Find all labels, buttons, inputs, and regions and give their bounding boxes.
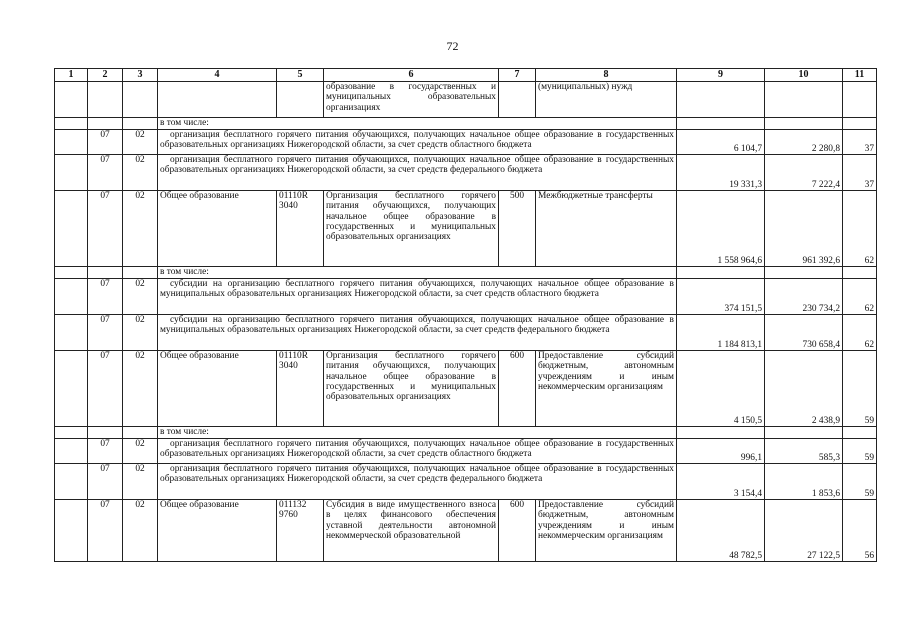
- cell-empty: [677, 427, 765, 439]
- cell-percent: 37: [843, 130, 877, 155]
- cell-empty: [765, 427, 843, 439]
- table-row: [55, 464, 877, 500]
- cell-empty: [55, 155, 88, 191]
- column-header: 7: [499, 69, 536, 82]
- table-row: [55, 82, 877, 118]
- cell-percent: 56: [843, 500, 877, 562]
- cell-section: 07: [88, 464, 123, 500]
- cell-article-name: образование в государственных и муниципальных образовательных организациях: [324, 82, 499, 118]
- cell-empty: [123, 427, 158, 439]
- cell-target-article: 01110R 3040: [277, 191, 324, 267]
- cell-percent: 62: [843, 279, 877, 315]
- cell-empty: [55, 439, 88, 464]
- cell-amount-executed: 730 658,4: [765, 315, 843, 351]
- column-header: 5: [277, 69, 324, 82]
- cell-empty: [55, 118, 88, 130]
- cell-empty: [55, 427, 88, 439]
- table-row: [55, 267, 877, 279]
- cell-detail-text: [158, 155, 677, 191]
- cell-amount: 3 154,4: [677, 464, 765, 500]
- cell-name: Общее образование: [158, 191, 277, 267]
- cell-section: [88, 82, 123, 118]
- cell-amount: 4 150,5: [677, 351, 765, 427]
- cell-empty: [88, 267, 123, 279]
- cell-empty: [55, 267, 88, 279]
- cell-amount-executed: 2 438,9: [765, 351, 843, 427]
- cell-empty: [123, 267, 158, 279]
- cell-amount-executed: [765, 82, 843, 118]
- cell-detail-text: [158, 279, 677, 315]
- cell-amount: [677, 82, 765, 118]
- cell-section: 07: [88, 315, 123, 351]
- cell-expense-type: 600: [499, 500, 536, 562]
- table-row: [55, 155, 877, 191]
- detail-text: субсидии на организацию бесплатного горячего питания обучающихся, получающих начальное общее образование в муниципальных образовательных организациях Нижегородской области, за счет средств областного бюджета: [160, 279, 674, 300]
- column-header: 6: [324, 69, 499, 82]
- detail-text: организация бесплатного горячего питания обучающихся, получающих начальное общее образование в государственных образовательных организациях Нижегородской области, за счет средств федерального бюджета: [160, 155, 674, 176]
- cell-amount: 374 151,5: [677, 279, 765, 315]
- cell-including-label: в том числе:: [158, 427, 677, 439]
- cell-including-label: в том числе:: [158, 267, 677, 279]
- cell-amount-executed: 230 734,2: [765, 279, 843, 315]
- cell-amount-executed: 2 280,8: [765, 130, 843, 155]
- cell-subsection: 02: [123, 500, 158, 562]
- cell-percent: 62: [843, 315, 877, 351]
- cell-amount: 6 104,7: [677, 130, 765, 155]
- cell-empty: [843, 427, 877, 439]
- cell-name: Общее образование: [158, 351, 277, 427]
- cell-empty: [55, 315, 88, 351]
- cell-amount-executed: 961 392,6: [765, 191, 843, 267]
- cell-section: 07: [88, 130, 123, 155]
- cell-expense-type: 500: [499, 191, 536, 267]
- cell-col1: [55, 351, 88, 427]
- cell-expense-name: Предоставление субсидий бюджетным, автономным учреждениям и иным некоммерческим организациям: [536, 351, 677, 427]
- cell-subsection: 02: [123, 439, 158, 464]
- cell-subsection: 02: [123, 279, 158, 315]
- column-header: 2: [88, 69, 123, 82]
- cell-empty: [88, 118, 123, 130]
- table-row: [55, 118, 877, 130]
- page-number: 72: [446, 39, 459, 53]
- cell-percent: 59: [843, 464, 877, 500]
- cell-empty: [123, 118, 158, 130]
- cell-target-article: [277, 82, 324, 118]
- cell-expense-type: 600: [499, 351, 536, 427]
- table-row: [55, 279, 877, 315]
- cell-percent: [843, 82, 877, 118]
- cell-subsection: 02: [123, 351, 158, 427]
- cell-expense-name: Предоставление субсидий бюджетным, автономным учреждениям и иным некоммерческим организациям: [536, 500, 677, 562]
- cell-detail-text: [158, 464, 677, 500]
- cell-amount: 1 184 813,1: [677, 315, 765, 351]
- cell-empty: [88, 427, 123, 439]
- budget-table: [54, 68, 877, 562]
- cell-subsection: 02: [123, 155, 158, 191]
- cell-amount-executed: 7 222,4: [765, 155, 843, 191]
- cell-subsection: 02: [123, 191, 158, 267]
- cell-amount-executed: 1 853,6: [765, 464, 843, 500]
- cell-empty: [843, 267, 877, 279]
- table-row: [55, 500, 877, 562]
- column-header: 11: [843, 69, 877, 82]
- cell-percent: 62: [843, 191, 877, 267]
- cell-subsection: [123, 82, 158, 118]
- cell-name: [158, 82, 277, 118]
- cell-amount: 996,1: [677, 439, 765, 464]
- cell-including-label: в том числе:: [158, 118, 677, 130]
- cell-empty: [843, 118, 877, 130]
- cell-section: 07: [88, 500, 123, 562]
- cell-subsection: 02: [123, 130, 158, 155]
- cell-empty: [765, 267, 843, 279]
- table-row: [55, 427, 877, 439]
- table-row: [55, 191, 877, 267]
- table-row: [55, 315, 877, 351]
- detail-text: организация бесплатного горячего питания обучающихся, получающих начальное общее образование в государственных образовательных организациях Нижегородской области, за счет средств областного бюджета: [160, 439, 674, 460]
- cell-empty: [677, 118, 765, 130]
- table-row: [55, 351, 877, 427]
- cell-section: 07: [88, 439, 123, 464]
- table-row: [55, 439, 877, 464]
- cell-empty: [765, 118, 843, 130]
- cell-col1: [55, 191, 88, 267]
- cell-detail-text: [158, 439, 677, 464]
- cell-percent: 59: [843, 439, 877, 464]
- cell-col1: [55, 500, 88, 562]
- cell-name: Общее образование: [158, 500, 277, 562]
- detail-text: организация бесплатного горячего питания обучающихся, получающих начальное общее образование в государственных образовательных организациях Нижегородской области, за счет средств областного бюджета: [160, 130, 674, 151]
- cell-percent: 37: [843, 155, 877, 191]
- column-header: 9: [677, 69, 765, 82]
- column-header: 10: [765, 69, 843, 82]
- cell-expense-name: Межбюджетные трансферты: [536, 191, 677, 267]
- cell-amount: 48 782,5: [677, 500, 765, 562]
- cell-section: 07: [88, 191, 123, 267]
- column-header: 4: [158, 69, 277, 82]
- table-row: [55, 130, 877, 155]
- cell-amount: 19 331,3: [677, 155, 765, 191]
- column-header: 1: [55, 69, 88, 82]
- cell-amount-executed: 27 122,5: [765, 500, 843, 562]
- detail-text: организация бесплатного горячего питания обучающихся, получающих начальное общее образование в государственных образовательных организациях Нижегородской области, за счет средств федерального бюджета: [160, 464, 674, 485]
- header-row: [55, 69, 877, 82]
- cell-section: 07: [88, 279, 123, 315]
- cell-article-name: Организация бесплатного горячего питания обучающихся, получающих начальное общее образование в государственных и муниципальных образовательных организациях: [324, 191, 499, 267]
- cell-detail-text: [158, 315, 677, 351]
- cell-section: 07: [88, 155, 123, 191]
- cell-amount: 1 558 964,6: [677, 191, 765, 267]
- cell-col1: [55, 82, 88, 118]
- cell-subsection: 02: [123, 464, 158, 500]
- cell-empty: [55, 130, 88, 155]
- cell-target-article: 011132 9760: [277, 500, 324, 562]
- cell-expense-type: [499, 82, 536, 118]
- cell-amount-executed: 585,3: [765, 439, 843, 464]
- detail-text: субсидии на организацию бесплатного горячего питания обучающихся, получающих начальное общее образование в муниципальных образовательных организациях Нижегородской области, за счет средств федерального бюджета: [160, 315, 674, 336]
- column-header: 8: [536, 69, 677, 82]
- cell-target-article: 01110R 3040: [277, 351, 324, 427]
- cell-section: 07: [88, 351, 123, 427]
- cell-article-name: Субсидия в виде имущественного взноса в целях финансового обеспечения уставной деятельности автономной некоммерческой образовательной: [324, 500, 499, 562]
- cell-empty: [55, 279, 88, 315]
- cell-empty: [55, 464, 88, 500]
- cell-detail-text: [158, 130, 677, 155]
- cell-percent: 59: [843, 351, 877, 427]
- cell-expense-name: (муниципальных) нужд: [536, 82, 677, 118]
- column-header: 3: [123, 69, 158, 82]
- cell-article-name: Организация бесплатного горячего питания обучающихся, получающих начальное общее образование в государственных и муниципальных образовательных организациях: [324, 351, 499, 427]
- cell-subsection: 02: [123, 315, 158, 351]
- cell-empty: [677, 267, 765, 279]
